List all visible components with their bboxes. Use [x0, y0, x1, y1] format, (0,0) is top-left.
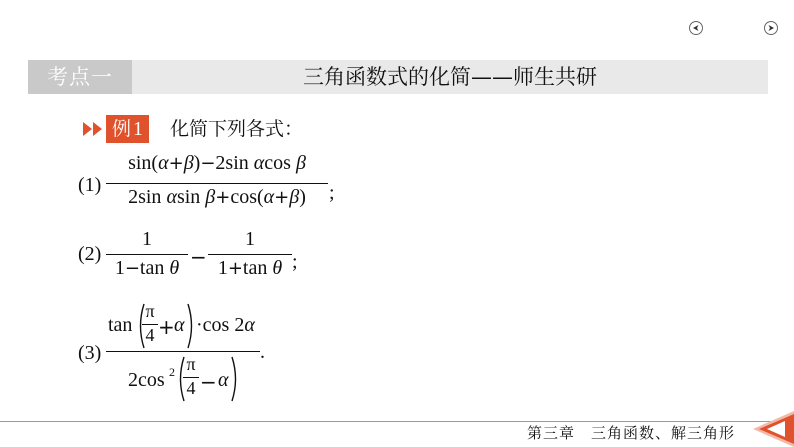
problem-2-f2-denominator: 1+tan θ: [217, 257, 283, 279]
problem-3-squared: 2: [169, 365, 175, 379]
problem-3-minus: −: [200, 370, 217, 394]
back-arrow-icon[interactable]: [688, 20, 704, 36]
problem-2-minus: −: [190, 245, 207, 269]
fraction-bar: [106, 254, 188, 255]
problem-2-fraction-1: [106, 228, 188, 284]
problem-2-f2-numerator: 1: [245, 228, 255, 250]
section-banner: [28, 60, 768, 94]
example-prompt: 化简下列各式：: [170, 118, 304, 140]
problem-3-plus: +: [158, 315, 175, 339]
right-paren-icon: [230, 356, 240, 402]
problem-1-numerator: sin(α+β)−2sin αcos β: [128, 152, 306, 174]
problem-1-fraction: [106, 152, 328, 214]
problem-3-label: (3): [78, 342, 102, 364]
problem-3-2cos: 2cos: [128, 369, 165, 391]
problem-3-alpha-den: α: [218, 369, 229, 391]
example-number: 1: [133, 118, 144, 140]
right-paren-icon: [186, 303, 196, 349]
problem-2-fraction-2: [208, 228, 292, 284]
fraction-bar: [106, 351, 260, 352]
problem-3-pi-over-4-den: π 4: [183, 353, 199, 401]
problem-1-denominator: 2sin αsin β+cos(α+β): [128, 186, 306, 208]
fraction-bar: [106, 183, 328, 184]
problem-3-alpha: α: [174, 314, 185, 336]
double-arrow-icon: [82, 120, 104, 138]
section-tag: 考点一: [28, 60, 132, 94]
problem-3-tan: tan: [108, 314, 133, 336]
problem-2-f1-numerator: 1: [142, 228, 152, 250]
example-badge: [106, 115, 149, 143]
problem-2-f1-denominator: 1−tan θ: [114, 257, 180, 279]
problem-1-end: ;: [329, 182, 335, 204]
section-title: 三角函数式的化简——师生共研: [303, 65, 597, 89]
problem-2-end: ;: [292, 251, 298, 273]
footer-chapter: 第三章 三角函数、解三角形: [527, 424, 736, 442]
example-badge-label: 例: [112, 118, 132, 140]
problem-2-label: (2): [78, 243, 102, 265]
problem-3-end: .: [260, 341, 265, 363]
problem-3-cos: ·cos 2α: [196, 314, 255, 336]
section-title-box: [132, 60, 768, 94]
problem-3-pi-over-4-num: π 4: [142, 300, 158, 348]
problem-1-label: (1): [78, 174, 102, 196]
forward-arrow-icon[interactable]: [763, 20, 779, 36]
fraction-bar: [208, 254, 292, 255]
footer-decoration-icon: [745, 411, 794, 447]
